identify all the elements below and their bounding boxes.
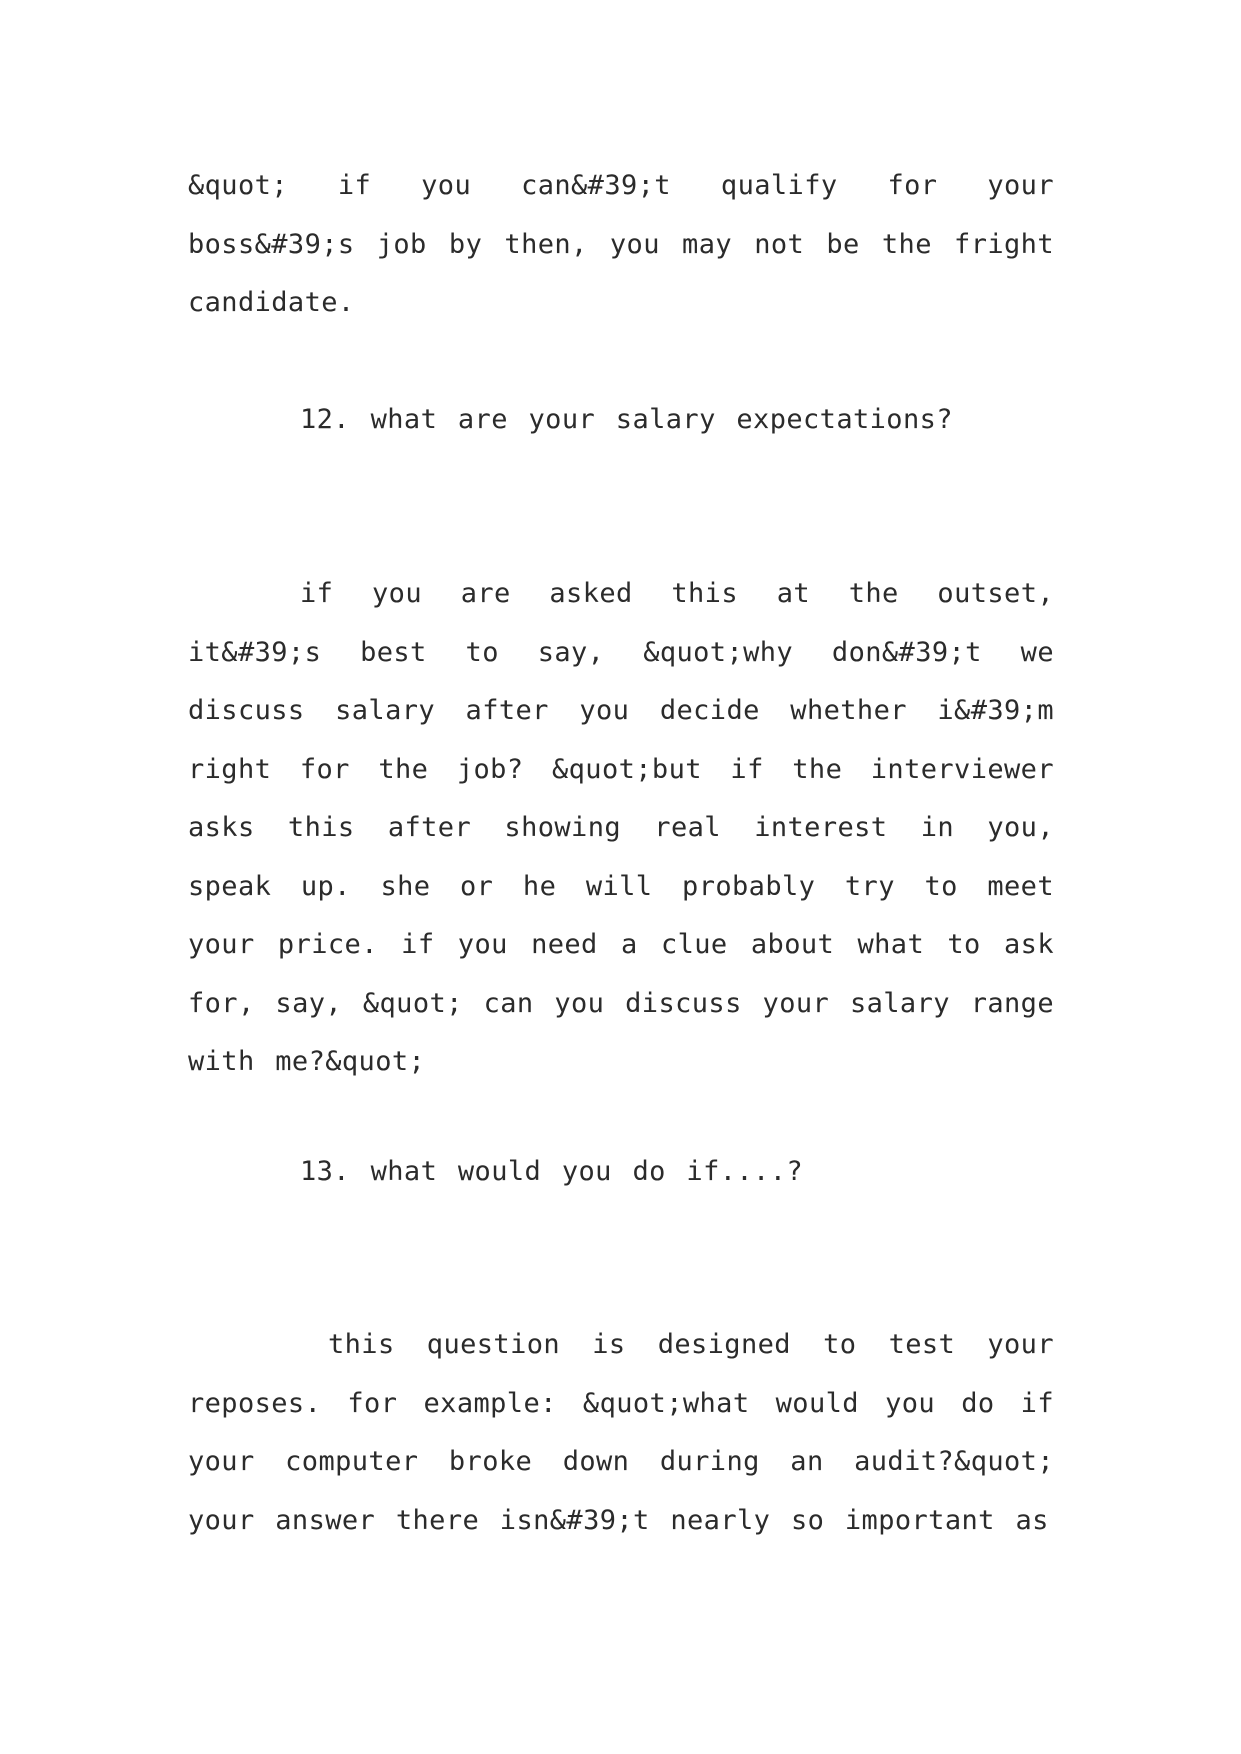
- paragraph-salary-expectations: if you are asked this at the outset, it&#39;s best to say, &quot;why don&#39;t we discuss salary after you decide whether i&#39;m right for the job? &quot;but if the interviewer asks this after showing real interest in you, speak up. she or he will probably try to meet your price. if you need a clue about what to ask for, say, &quot; can you discuss your salary range with me?&quot;: [188, 578, 1054, 1077]
- paragraph-boss-job: &quot; if you can&#39;t qualify for your boss&#39;s job by then, you may not be the fright candidate.: [188, 170, 1054, 318]
- heading-question-13: 13. what would you do if....?: [300, 1156, 804, 1187]
- heading-question-12: 12. what are your salary expectations?: [300, 404, 953, 435]
- paragraph-what-would-you-do: this question is designed to test your reposes. for example: &quot;what would you do if your computer broke down during an audit?&quot; your answer there isn&#39;t nearly so important as: [188, 1329, 1054, 1536]
